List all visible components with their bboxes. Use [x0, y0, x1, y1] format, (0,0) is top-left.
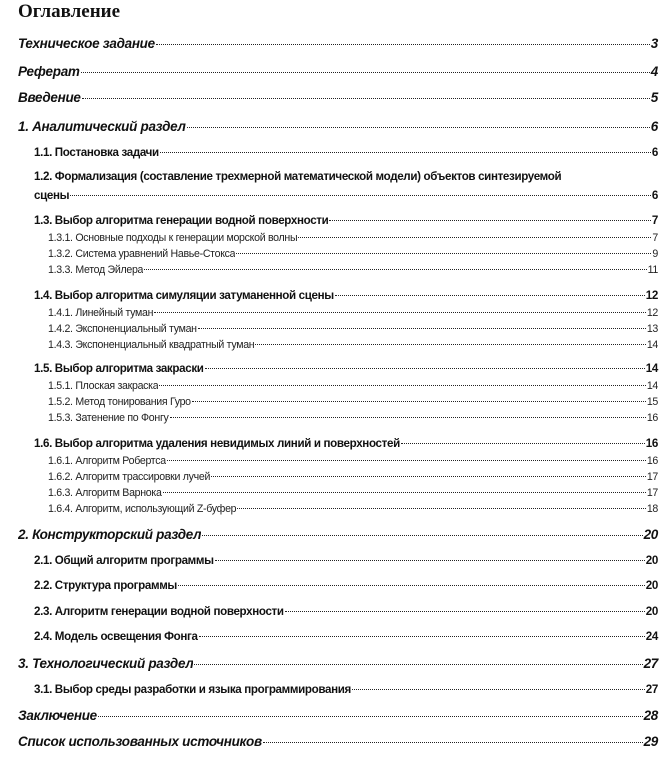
toc-entry[interactable]: [48, 500, 658, 518]
toc-entry-title: 1.1. Постановка задачи: [34, 146, 159, 159]
toc-entry-page: 7: [651, 214, 658, 227]
toc-entry-page: 15: [646, 396, 658, 408]
toc-entry-title: 1.5.2. Метод тонирования Гуро: [48, 396, 191, 408]
dot-leader: [154, 312, 646, 313]
toc-entry-title: Список использованных источников: [18, 734, 262, 749]
toc-heading: Оглавление: [18, 1, 121, 22]
toc-entry[interactable]: [18, 63, 658, 81]
toc-entry[interactable]: [34, 360, 658, 378]
toc-entry-title: 3.1. Выбор среды разработки и языка программирования: [34, 683, 351, 696]
toc-entry-title: 1.5.1. Плоская закраска: [48, 380, 159, 392]
toc-entry-page: 13: [646, 323, 658, 335]
toc-entry-page: 20: [643, 527, 658, 542]
toc-entry[interactable]: [34, 212, 658, 230]
toc-entry-page: 14: [646, 339, 658, 351]
dot-leader: [285, 611, 645, 612]
toc-entry-title: 1.5.3. Затенение по Фонгу: [48, 412, 169, 424]
toc-entry-title: 1.3.1. Основные подходы к генерации морской волны: [48, 232, 298, 244]
toc-entry[interactable]: [18, 655, 658, 673]
toc-entry-page: 16: [646, 455, 658, 467]
toc-entry-title: 1.4.2. Экспоненциальный туман: [48, 323, 197, 335]
dot-leader: [178, 585, 645, 586]
toc-entry[interactable]: [18, 526, 658, 544]
toc-entry-title-line[interactable]: 1.2. Формализация (составление трехмерной математической модели) объектов синтезируемой: [34, 170, 562, 183]
toc-entry[interactable]: [34, 603, 658, 621]
toc-entry-title: сцены: [34, 189, 70, 202]
toc-entry-page: 9: [652, 248, 658, 260]
toc-entry-page: 6: [650, 119, 658, 134]
dot-leader: [352, 689, 645, 690]
dot-leader: [70, 195, 651, 196]
toc-entry[interactable]: [48, 336, 658, 354]
toc-entry-page: 14: [645, 362, 658, 375]
toc-entry-title: Заключение: [18, 708, 97, 723]
dot-leader: [255, 344, 645, 345]
dot-leader: [298, 237, 651, 238]
toc-entry-title: 1.6. Выбор алгоритма удаления невидимых линий и поверхностей: [34, 437, 400, 450]
toc-entry-page: 7: [652, 232, 658, 244]
dot-leader: [401, 443, 645, 444]
toc-entry[interactable]: [18, 733, 658, 751]
toc-entry[interactable]: [48, 261, 658, 279]
toc-entry[interactable]: [34, 287, 658, 305]
toc-entry-page: 11: [647, 264, 658, 276]
dot-leader: [160, 152, 651, 153]
toc-entry-page: 20: [645, 605, 658, 618]
toc-entry-title: Техническое задание: [18, 36, 155, 51]
toc-entry-page: 17: [646, 471, 658, 483]
toc-entry[interactable]: [18, 118, 658, 136]
toc-entry-page: 6: [651, 189, 658, 202]
dot-leader: [163, 492, 646, 493]
toc-entry-page: 12: [645, 289, 658, 302]
dot-leader: [192, 401, 646, 402]
toc-entry-page: 27: [645, 683, 658, 696]
toc-entry-page: 27: [643, 656, 658, 671]
toc-entry-page: 6: [651, 146, 658, 159]
dot-leader: [205, 368, 645, 369]
toc-entry-title: 1.3.2. Система уравнений Навье-Стокса: [48, 248, 236, 260]
toc-entry-page: 18: [646, 503, 658, 515]
toc-entry-title: 2.2. Структура программы: [34, 579, 177, 592]
toc-entry-page: 16: [645, 437, 658, 450]
toc-entry[interactable]: [34, 681, 658, 699]
toc-entry[interactable]: [34, 435, 658, 453]
dot-leader: [82, 98, 650, 99]
toc-entry-page: 17: [646, 487, 658, 499]
toc-entry[interactable]: [18, 35, 658, 53]
toc-entry-title: 1.3.3. Метод Эйлера: [48, 264, 144, 276]
dot-leader: [159, 385, 645, 386]
dot-leader: [199, 636, 645, 637]
dot-leader: [198, 328, 646, 329]
toc-entry-page: 29: [643, 734, 658, 749]
toc-entry-title: 2.1. Общий алгоритм программы: [34, 554, 214, 567]
toc-entry-title: 1.4. Выбор алгоритма симуляции затуманенной сцены: [34, 289, 334, 302]
toc-entry-title: 2. Конструкторский раздел: [18, 527, 202, 542]
toc-entry[interactable]: [18, 707, 658, 725]
toc-entry-title: 1.6.3. Алгоритм Варнока: [48, 487, 162, 499]
toc-entry-title: 1.4.3. Экспоненциальный квадратный туман: [48, 339, 255, 351]
toc-entry-page: 12: [646, 307, 658, 319]
toc-entry[interactable]: [18, 89, 658, 107]
dot-leader: [156, 44, 650, 45]
toc-entry[interactable]: [48, 409, 658, 427]
dot-leader: [335, 295, 645, 296]
toc-entry-page: 3: [650, 36, 658, 51]
dot-leader: [187, 127, 650, 128]
toc-entry[interactable]: [34, 628, 658, 646]
toc-entry-title: 1.5. Выбор алгоритма закраски: [34, 362, 204, 375]
toc-entry-page: 20: [645, 579, 658, 592]
dot-leader: [98, 716, 643, 717]
toc-entry-title: Введение: [18, 90, 81, 105]
toc-entry-title: 1.6.4. Алгоритм, использующий Z-буфер: [48, 503, 237, 515]
toc-entry-page: 14: [646, 380, 658, 392]
dot-leader: [202, 535, 642, 536]
dot-leader: [194, 664, 642, 665]
toc-entry-page: 16: [646, 412, 658, 424]
toc-entry-title: Реферат: [18, 64, 80, 79]
dot-leader: [215, 560, 645, 561]
dot-leader: [170, 417, 646, 418]
toc-entry[interactable]: [34, 144, 658, 162]
toc-entry[interactable]: [34, 552, 658, 570]
toc-entry[interactable]: [34, 187, 658, 205]
toc-entry-title: 1. Аналитический раздел: [18, 119, 186, 134]
toc-entry-page: 24: [645, 630, 658, 643]
toc-entry-title: 2.3. Алгоритм генерации водной поверхности: [34, 605, 284, 618]
toc-entry-title: 3. Технологический раздел: [18, 656, 194, 671]
dot-leader: [167, 460, 646, 461]
toc-entry-title: 1.6.2. Алгоритм трассировки лучей: [48, 471, 211, 483]
toc-entry[interactable]: [34, 577, 658, 595]
dot-leader: [263, 742, 643, 743]
toc-entry-title: 1.4.1. Линейный туман: [48, 307, 154, 319]
dot-leader: [144, 269, 646, 270]
dot-leader: [81, 72, 650, 73]
toc-entry-page: 20: [645, 554, 658, 567]
toc-entry-title: 2.4. Модель освещения Фонга: [34, 630, 198, 643]
toc-entry-page: 4: [650, 64, 658, 79]
dot-leader: [237, 508, 646, 509]
dot-leader: [236, 253, 651, 254]
toc-entry-page: 5: [650, 90, 658, 105]
dot-leader: [211, 476, 646, 477]
dot-leader: [329, 220, 650, 221]
toc-entry-title: 1.6.1. Алгоритм Робертса: [48, 455, 166, 467]
toc-entry-page: 28: [643, 708, 658, 723]
toc-entry-title: 1.3. Выбор алгоритма генерации водной поверхности: [34, 214, 329, 227]
